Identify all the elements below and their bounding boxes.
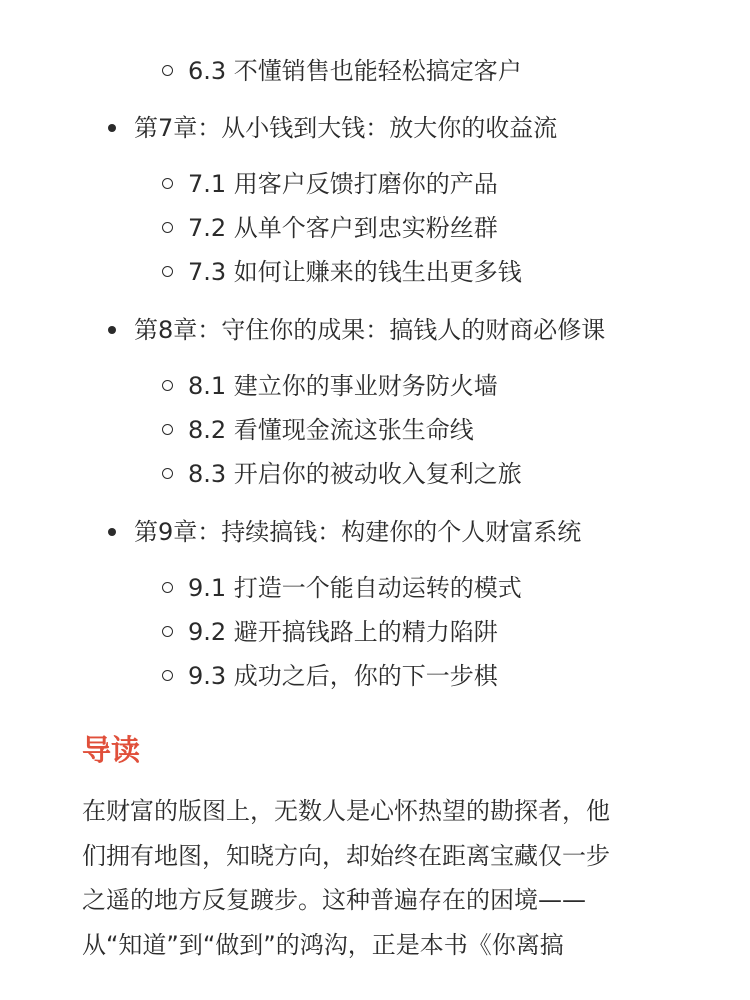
filled-bullet-icon — [108, 326, 116, 334]
hollow-bullet-icon — [162, 468, 173, 479]
hollow-bullet-icon — [162, 670, 173, 681]
toc-chapter-label: 第8章：守住你的成果：搞钱人的财商必修课 — [134, 316, 606, 344]
hollow-bullet-icon — [162, 626, 173, 637]
toc-section-label: 9.2 避开搞钱路上的精力陷阱 — [188, 618, 498, 646]
toc-section-label: 7.1 用客户反馈打磨你的产品 — [188, 170, 498, 198]
paragraph-line: 之遥的地方反复踱步。这种普遍存在的困境—— — [82, 886, 586, 914]
paragraph-line: 从“知道”到“做到”的鸿沟，正是本书《你离搞 — [82, 930, 564, 959]
hollow-bullet-icon — [162, 178, 173, 189]
toc-section-label: 9.3 成功之后，你的下一步棋 — [188, 662, 498, 690]
filled-bullet-icon — [108, 124, 116, 132]
hollow-bullet-icon — [162, 582, 173, 593]
toc-section-label: 7.2 从单个客户到忠实粉丝群 — [188, 214, 498, 242]
filled-bullet-icon — [108, 528, 116, 536]
hollow-bullet-icon — [162, 222, 173, 233]
toc-section-label: 8.2 看懂现金流这张生命线 — [188, 416, 474, 444]
toc-chapter-label: 第7章：从小钱到大钱：放大你的收益流 — [134, 114, 558, 142]
hollow-bullet-icon — [162, 266, 173, 277]
toc-section-label: 9.1 打造一个能自动运转的模式 — [188, 574, 522, 602]
toc-section-label: 8.1 建立你的事业财务防火墙 — [188, 372, 498, 400]
hollow-bullet-icon — [162, 424, 173, 435]
intro-heading: 导读 — [82, 733, 141, 767]
hollow-bullet-icon — [162, 380, 173, 391]
toc-chapter-label: 第9章：持续搞钱：构建你的个人财富系统 — [134, 518, 582, 546]
hollow-bullet-icon — [162, 65, 173, 76]
toc-section-label: 8.3 开启你的被动收入复利之旅 — [188, 460, 522, 488]
toc-section-label: 6.3 不懂销售也能轻松搞定客户 — [188, 57, 522, 85]
paragraph-line: 们拥有地图，知晓方向，却始终在距离宝藏仅一步 — [82, 841, 610, 870]
toc-section-label: 7.3 如何让赚来的钱生出更多钱 — [188, 258, 522, 286]
paragraph-line: 在财富的版图上，无数人是心怀热望的勘探者，他 — [82, 797, 610, 825]
intro-paragraph — [82, 789, 682, 967]
